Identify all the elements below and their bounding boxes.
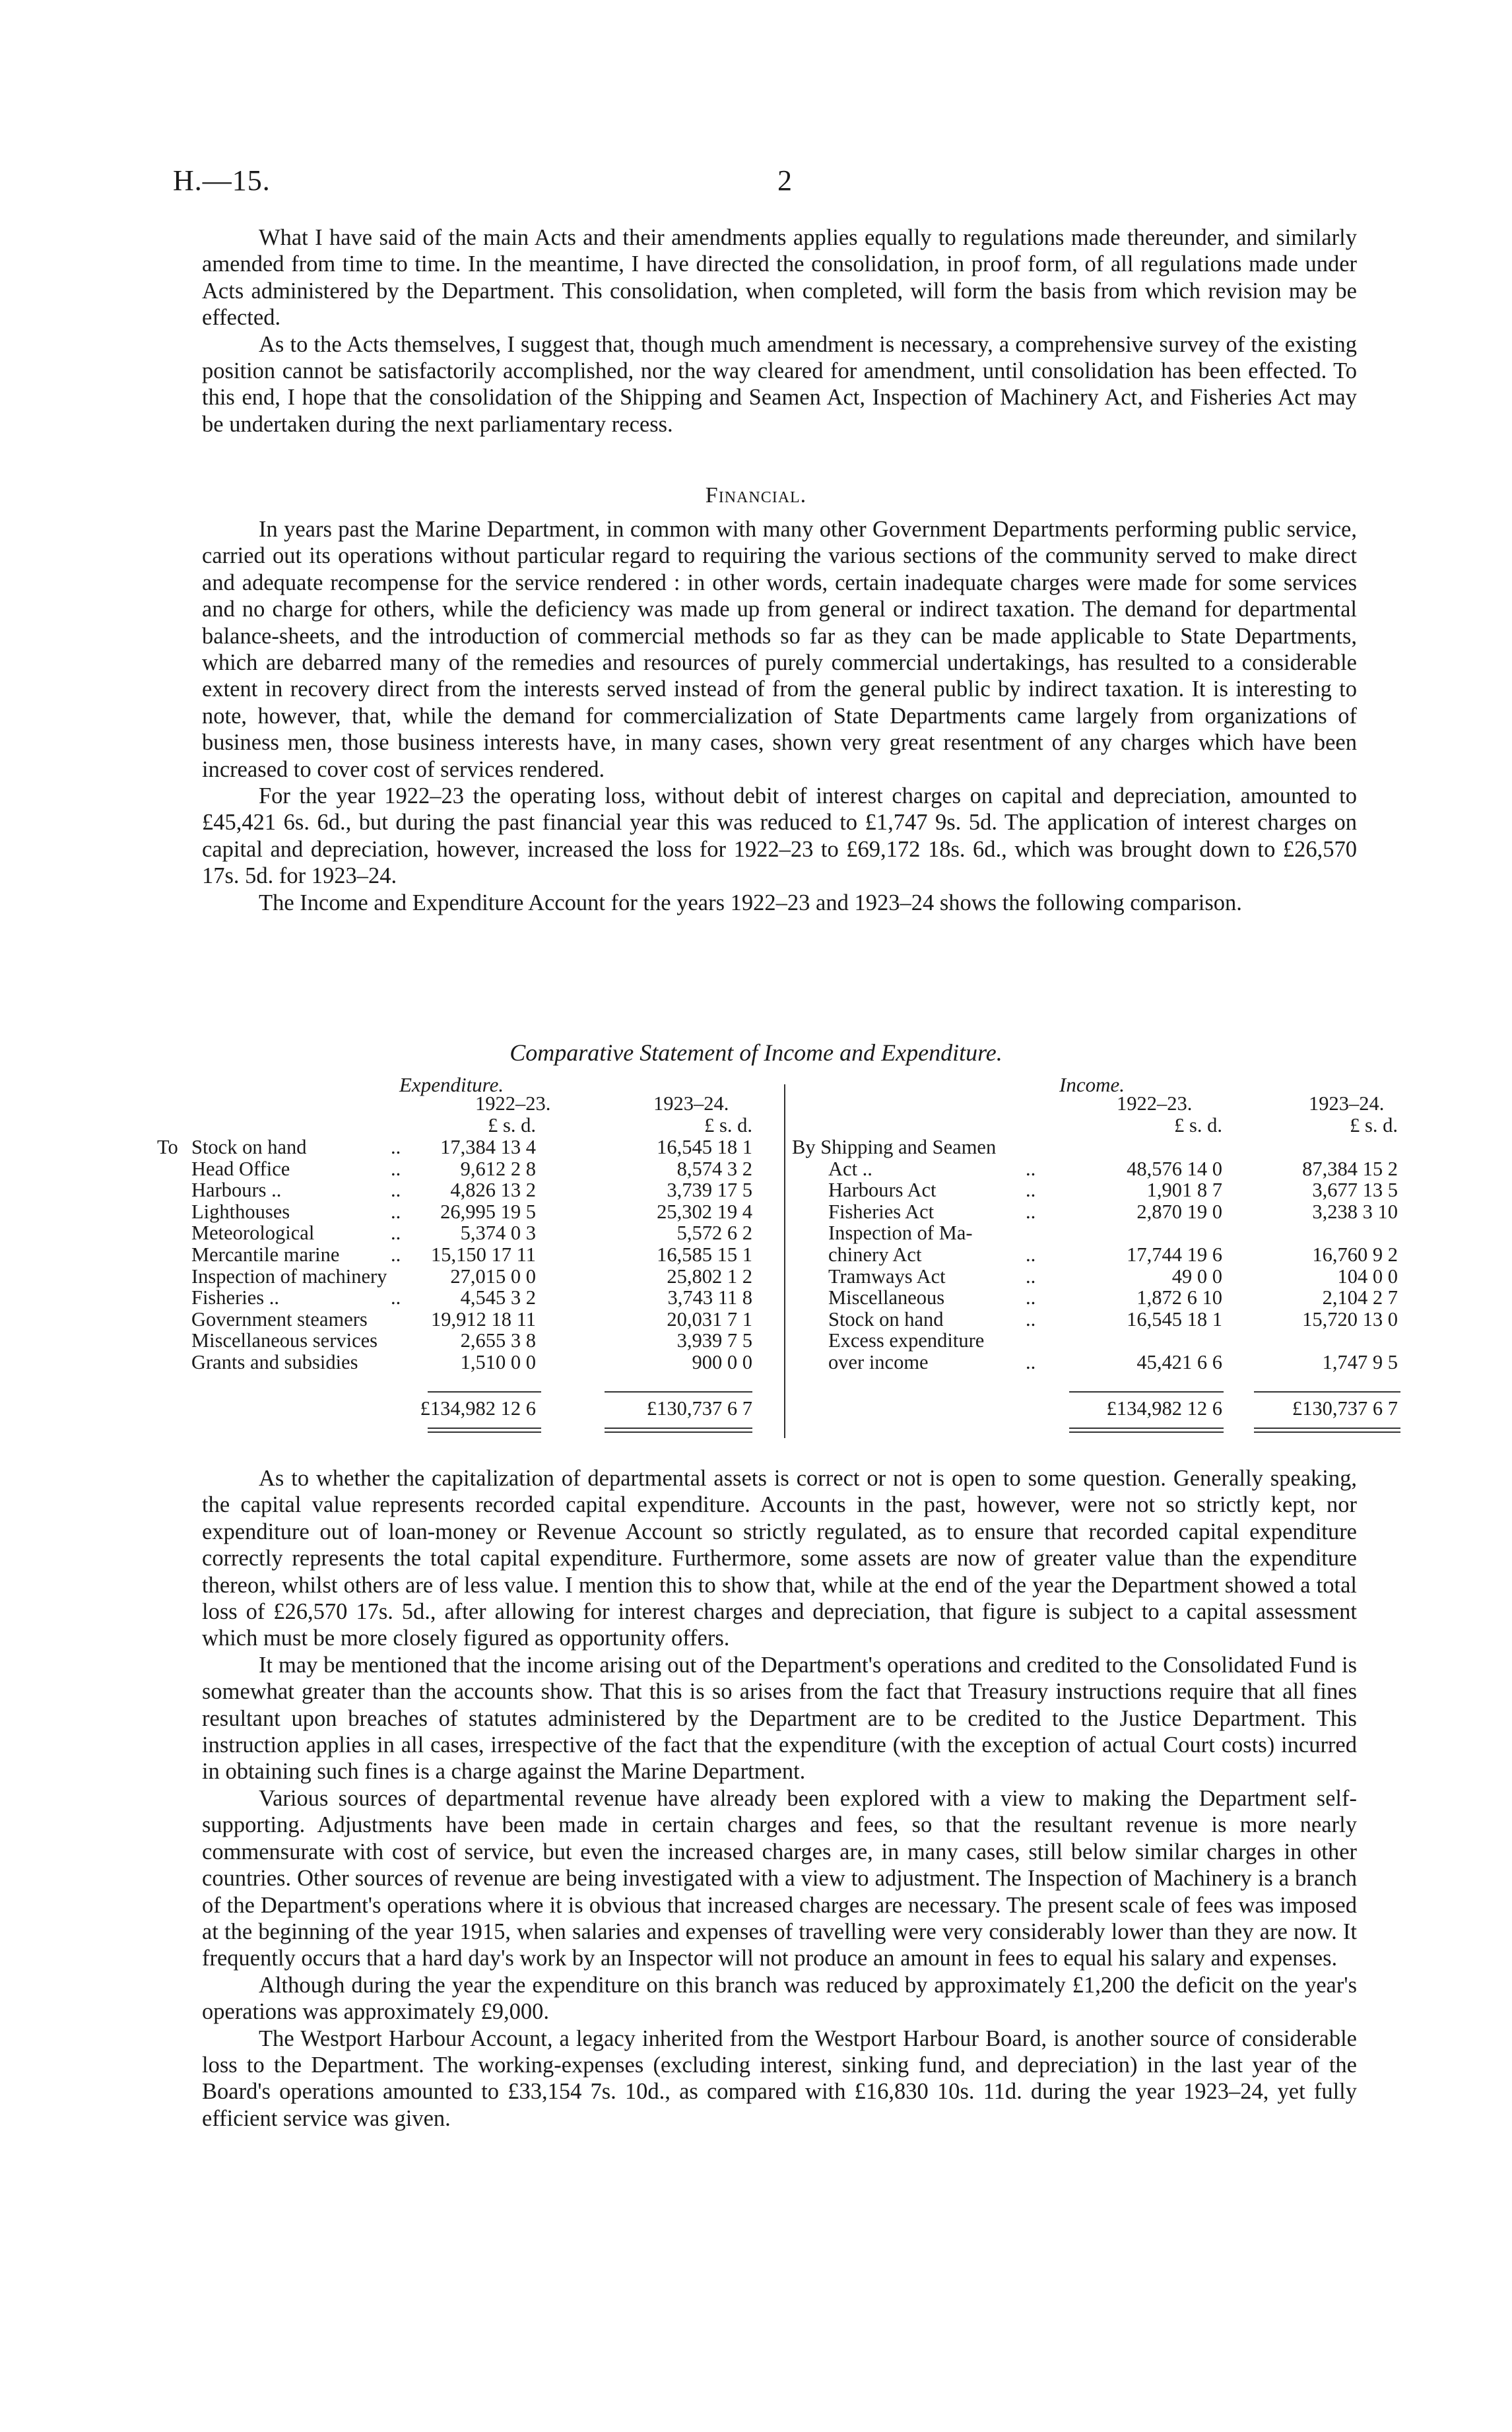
expenditure-row-leader: .. [391, 1222, 401, 1245]
income-row-value-y2: 2,104 2 7 [1322, 1286, 1398, 1309]
income-row-leader: .. [1026, 1200, 1036, 1223]
exp-year-1-header: 1922–23. [475, 1092, 551, 1115]
income-row-label: Inspection of Ma- [828, 1222, 973, 1245]
double-rule [428, 1428, 541, 1429]
expenditure-row-value-y2: 8,574 3 2 [676, 1157, 752, 1180]
income-row-label: over income [828, 1351, 929, 1373]
exp-unit-header: £ s. d. [704, 1114, 752, 1136]
expenditure-row-leader: .. [391, 1200, 401, 1223]
rule [428, 1391, 541, 1393]
expenditure-row-value-y2: 3,743 11 8 [667, 1286, 752, 1309]
double-rule [428, 1431, 541, 1433]
expenditure-row-label: Meteorological [191, 1222, 315, 1245]
income-row-value-y2: 16,760 9 2 [1312, 1243, 1398, 1266]
exp-unit-header: £ s. d. [488, 1114, 536, 1136]
paragraph: What I have said of the main Acts and their amendments applies equally to regulations made thereunder, and similarly amended from time to time. In the meantime, I have directed the consolidation, in proof form, of all regulations made under Acts administered by the Department. This consolidation, when completed, will form the basis from which revision may be effected. [202, 225, 1357, 331]
rule [1254, 1391, 1400, 1393]
expenditure-row-value-y1: 4,826 13 2 [450, 1179, 536, 1202]
income-row-leader: .. [1026, 1243, 1036, 1266]
column-divider [784, 1084, 785, 1438]
income-row-value-y1: 1,872 6 10 [1136, 1286, 1222, 1309]
expenditure-row-value-y1: 27,015 0 0 [450, 1265, 536, 1288]
income-row-label: By Shipping and Seamen [792, 1136, 997, 1158]
expenditure-row-value-y2: 900 0 0 [692, 1351, 752, 1373]
income-row-value-y2: 104 0 0 [1337, 1265, 1398, 1288]
expenditure-row-value-y1: 26,995 19 5 [440, 1200, 536, 1223]
income-row-value-y1: 49 0 0 [1171, 1265, 1222, 1288]
expenditure-row-value-y2: 5,572 6 2 [676, 1222, 752, 1245]
income-row-label: Act .. [828, 1157, 872, 1180]
expenditure-row-label: Fisheries .. [191, 1286, 280, 1309]
expenditure-row-value-y2: 25,302 19 4 [657, 1200, 752, 1223]
page-number: 2 [777, 164, 792, 197]
statement-title: Comparative Statement of Income and Expenditure. [509, 1039, 1003, 1066]
income-row-value-y2: 87,384 15 2 [1302, 1157, 1398, 1180]
expenditure-row-label: Harbours .. [191, 1179, 282, 1202]
paragraph: The Westport Harbour Account, a legacy inherited from the Westport Harbour Board, is another source of considerable loss to the Department. The working-expenses (excluding interest, sinking fund, and depreciation) in the last year of the Board's operations amounted to £33,154 7s. 10d., as compared with £16,830 10s. 11d. during the year 1923–24, yet fully efficient service was given. [202, 2025, 1357, 2131]
expenditure-row-leader: .. [391, 1286, 401, 1309]
expenditure-row-value-y2: 25,802 1 2 [667, 1265, 752, 1288]
income-row-label: Harbours Act [828, 1179, 937, 1202]
income-row-value-y1: 17,744 19 6 [1127, 1243, 1222, 1266]
expenditure-row-leader: .. [391, 1157, 401, 1180]
expenditure-row-value-y1: 4,545 3 2 [460, 1286, 536, 1309]
expenditure-row-value-y1: 2,655 3 8 [460, 1329, 536, 1352]
expenditure-row-value-y1: 17,384 13 4 [440, 1136, 536, 1158]
paragraph: Various sources of departmental revenue have already been explored with a view to making the Department self-supporting. Adjustments have been made in certain charges and fees, so that the resultant revenue is more nearly commensurate with cost of service, but even the increased charges are, in many cases, still below similar charges in other countries. Other sources of revenue are being investigated with a view to adjustment. The Inspection of Machinery is a branch of the Department's operations where it is obvious that increased charges are necessary. The present scale of fees was imposed at the beginning of the year 1915, when salaries and expenses of travelling were very considerably lower than they are now. It frequently occurs that a hard day's work by an Inspector will not produce an amount in fees to equal his salary and expenses. [202, 1785, 1357, 1971]
expenditure-row-label: Head Office [191, 1157, 290, 1180]
expenditure-row-label: Lighthouses [191, 1200, 290, 1223]
expenditure-row-value-y2: 3,939 7 5 [676, 1329, 752, 1352]
paragraph: As to whether the capitalization of departmental assets is correct or not is open to some question. Generally speaking, the capital value represents recorded capital expenditure. Accounts in the past, however, were not so strictly kept, nor expenditure out of loan-money or Revenue Account so strictly regulated, as to ensure that recorded capital expenditure correctly represents the total capital expenditure. Furthermore, some assets are now of greater value than the expenditure thereon, whilst others are of less value. I mention this to show that, while at the end of the year the Department showed a total loss of £26,570 17s. 5d., after allowing for interest charges and depreciation, that figure is subject to a capital assessment which must be more closely figured as opportunity offers. [202, 1466, 1357, 1651]
intro-section [202, 224, 1357, 438]
income-row-label: Fisheries Act [828, 1200, 935, 1223]
income-row-value-y2: 3,238 3 10 [1312, 1200, 1398, 1223]
double-rule [1254, 1431, 1400, 1433]
expenditure-row-leader: .. [391, 1136, 401, 1158]
income-row-value-y1: 16,545 18 1 [1127, 1307, 1222, 1331]
expenditure-row-label: Miscellaneous services [191, 1329, 378, 1352]
income-row-value-y2: 1,747 9 5 [1322, 1351, 1398, 1373]
expenditure-row-value-y1: 1,510 0 0 [460, 1351, 536, 1373]
income-row-leader: .. [1026, 1179, 1036, 1202]
expenditure-row-label: Grants and subsidies [191, 1351, 358, 1373]
exp-year-2-header: 1923–24. [653, 1092, 729, 1115]
expenditure-row-value-y1: 5,374 0 3 [460, 1222, 536, 1245]
income-row-label: Tramways Act [828, 1265, 946, 1288]
expenditure-row-leader: .. [391, 1179, 401, 1202]
inc-year-1-header: 1922–23. [1117, 1092, 1193, 1115]
inc-unit-header: £ s. d. [1174, 1114, 1222, 1136]
expenditure-row-label: Inspection of machinery [191, 1265, 387, 1288]
income-row-value-y1: 48,576 14 0 [1127, 1157, 1222, 1180]
paragraph: The Income and Expenditure Account for the years 1922–23 and 1923–24 shows the following comparison. [259, 890, 1242, 915]
income-row-value-y2: 3,677 13 5 [1312, 1179, 1398, 1202]
paragraph: For the year 1922–23 the operating loss, without debit of interest charges on capital and depreciation, amounted to £45,421 6s. 6d., but during the past financial year this was reduced to £1,747 9s. 5d. The application of interest charges on capital and depreciation, however, increased the loss for 1922–23 to £69,172 18s. 6d., which was brought down to £26,570 17s. 5d. for 1923–24. [202, 783, 1357, 889]
expenditure-row-value-y2: 16,585 15 1 [657, 1243, 752, 1266]
income-row-label: Miscellaneous [828, 1286, 945, 1309]
expenditure-total-1922: £134,982 12 6 [420, 1397, 536, 1420]
income-total-1922: £134,982 12 6 [1106, 1397, 1222, 1420]
expenditure-title: Expenditure. [399, 1073, 504, 1096]
expenditure-row-value-y1: 15,150 17 11 [431, 1243, 536, 1266]
expenditure-row-value-y1: 19,912 18 11 [431, 1307, 536, 1331]
paragraph: In years past the Marine Department, in common with many other Government Departments performing public service, carried out its operations without particular regard to requiring the various sections of the community served to make direct and adequate recompense for the service rendered : in other words, certain inadequate charges were made for some services and no charge for others, while the deficiency was made up from general or indirect taxation. The demand for departmental balance-sheets, and the introduction of commercial methods so far as they can be made applicable to State Departments, which are debarred many of the remedies and resources of purely commercial undertakings, has resulted to a considerable extent in recovery direct from the interests served instead of from the general public by indirect taxation. It is interesting to note, however, that, while the demand for commercialization of State Departments came largely from organizations of business men, those business interests have, in many cases, shown very great resentment of any charges which have been increased to cover cost of services rendered. [202, 517, 1357, 782]
report-code: H.—15. [173, 164, 271, 197]
income-row-label: chinery Act [828, 1243, 922, 1266]
double-rule [1254, 1428, 1400, 1429]
inc-unit-header: £ s. d. [1350, 1114, 1398, 1136]
income-row-value-y1: 1,901 8 7 [1146, 1179, 1222, 1202]
double-rule [605, 1431, 752, 1433]
income-row-leader: .. [1026, 1351, 1036, 1373]
double-rule [1069, 1431, 1224, 1433]
paragraph: As to the Acts themselves, I suggest that, though much amendment is necessary, a comprehensive survey of the existing position cannot be satisfactorily accomplished, nor the way cleared for amendment, until consolidation has been effected. To this end, I hope that the consolidation of the Shipping and Seamen Act, Inspection of Machinery Act, and Fisheries Act may be undertaken during the next parliamentary recess. [202, 331, 1357, 437]
expenditure-row-label: Stock on hand [191, 1136, 307, 1158]
closing-section [202, 1465, 1357, 2132]
rule [1069, 1391, 1224, 1393]
paragraph: Although during the year the expenditure on this branch was reduced by approximately £1,200 the deficit on the year's operations was approximately £9,000. [202, 1972, 1357, 2025]
expenditure-row-value-y1: 9,612 2 8 [460, 1157, 536, 1180]
income-row-value-y1: 45,421 6 6 [1136, 1351, 1222, 1373]
double-rule [605, 1428, 752, 1429]
income-row-label: Excess expenditure [828, 1329, 985, 1352]
expenditure-row-value-y2: 16,545 18 1 [657, 1136, 752, 1158]
income-row-value-y2: 15,720 13 0 [1302, 1307, 1398, 1331]
income-row-label: Stock on hand [828, 1307, 944, 1331]
double-rule [1069, 1428, 1224, 1429]
to-prefix: To [157, 1136, 178, 1158]
expenditure-row-value-y2: 3,739 17 5 [667, 1179, 752, 1202]
income-row-leader: .. [1026, 1265, 1036, 1288]
expenditure-row-label: Mercantile marine [191, 1243, 340, 1266]
income-row-leader: .. [1026, 1286, 1036, 1309]
income-total-1923: £130,737 6 7 [1292, 1397, 1398, 1420]
expenditure-total-1923: £130,737 6 7 [646, 1397, 752, 1420]
financial-section [202, 516, 1357, 916]
income-row-value-y1: 2,870 19 0 [1136, 1200, 1222, 1223]
expenditure-row-value-y2: 20,031 7 1 [667, 1307, 752, 1331]
expenditure-row-leader: .. [391, 1243, 401, 1266]
income-title: Income. [1059, 1073, 1125, 1096]
income-row-leader: .. [1026, 1157, 1036, 1180]
section-heading: Financial. [705, 483, 807, 508]
rule [605, 1391, 752, 1393]
income-row-leader: .. [1026, 1307, 1036, 1331]
expenditure-row-label: Government steamers [191, 1307, 368, 1331]
paragraph: It may be mentioned that the income arising out of the Department's operations and credited to the Consolidated Fund is somewhat greater than the accounts show. That this is so arises from the fact that Treasury instructions require that all fines resultant upon breaches of statutes administered by the Department are to be credited to the Justice Department. This instruction applies in all cases, irrespective of the fact that the expenditure (with the exception of actual Court costs) incurred in obtaining such fines is a charge against the Marine Department. [202, 1652, 1357, 1785]
inc-year-2-header: 1923–24. [1309, 1092, 1385, 1115]
